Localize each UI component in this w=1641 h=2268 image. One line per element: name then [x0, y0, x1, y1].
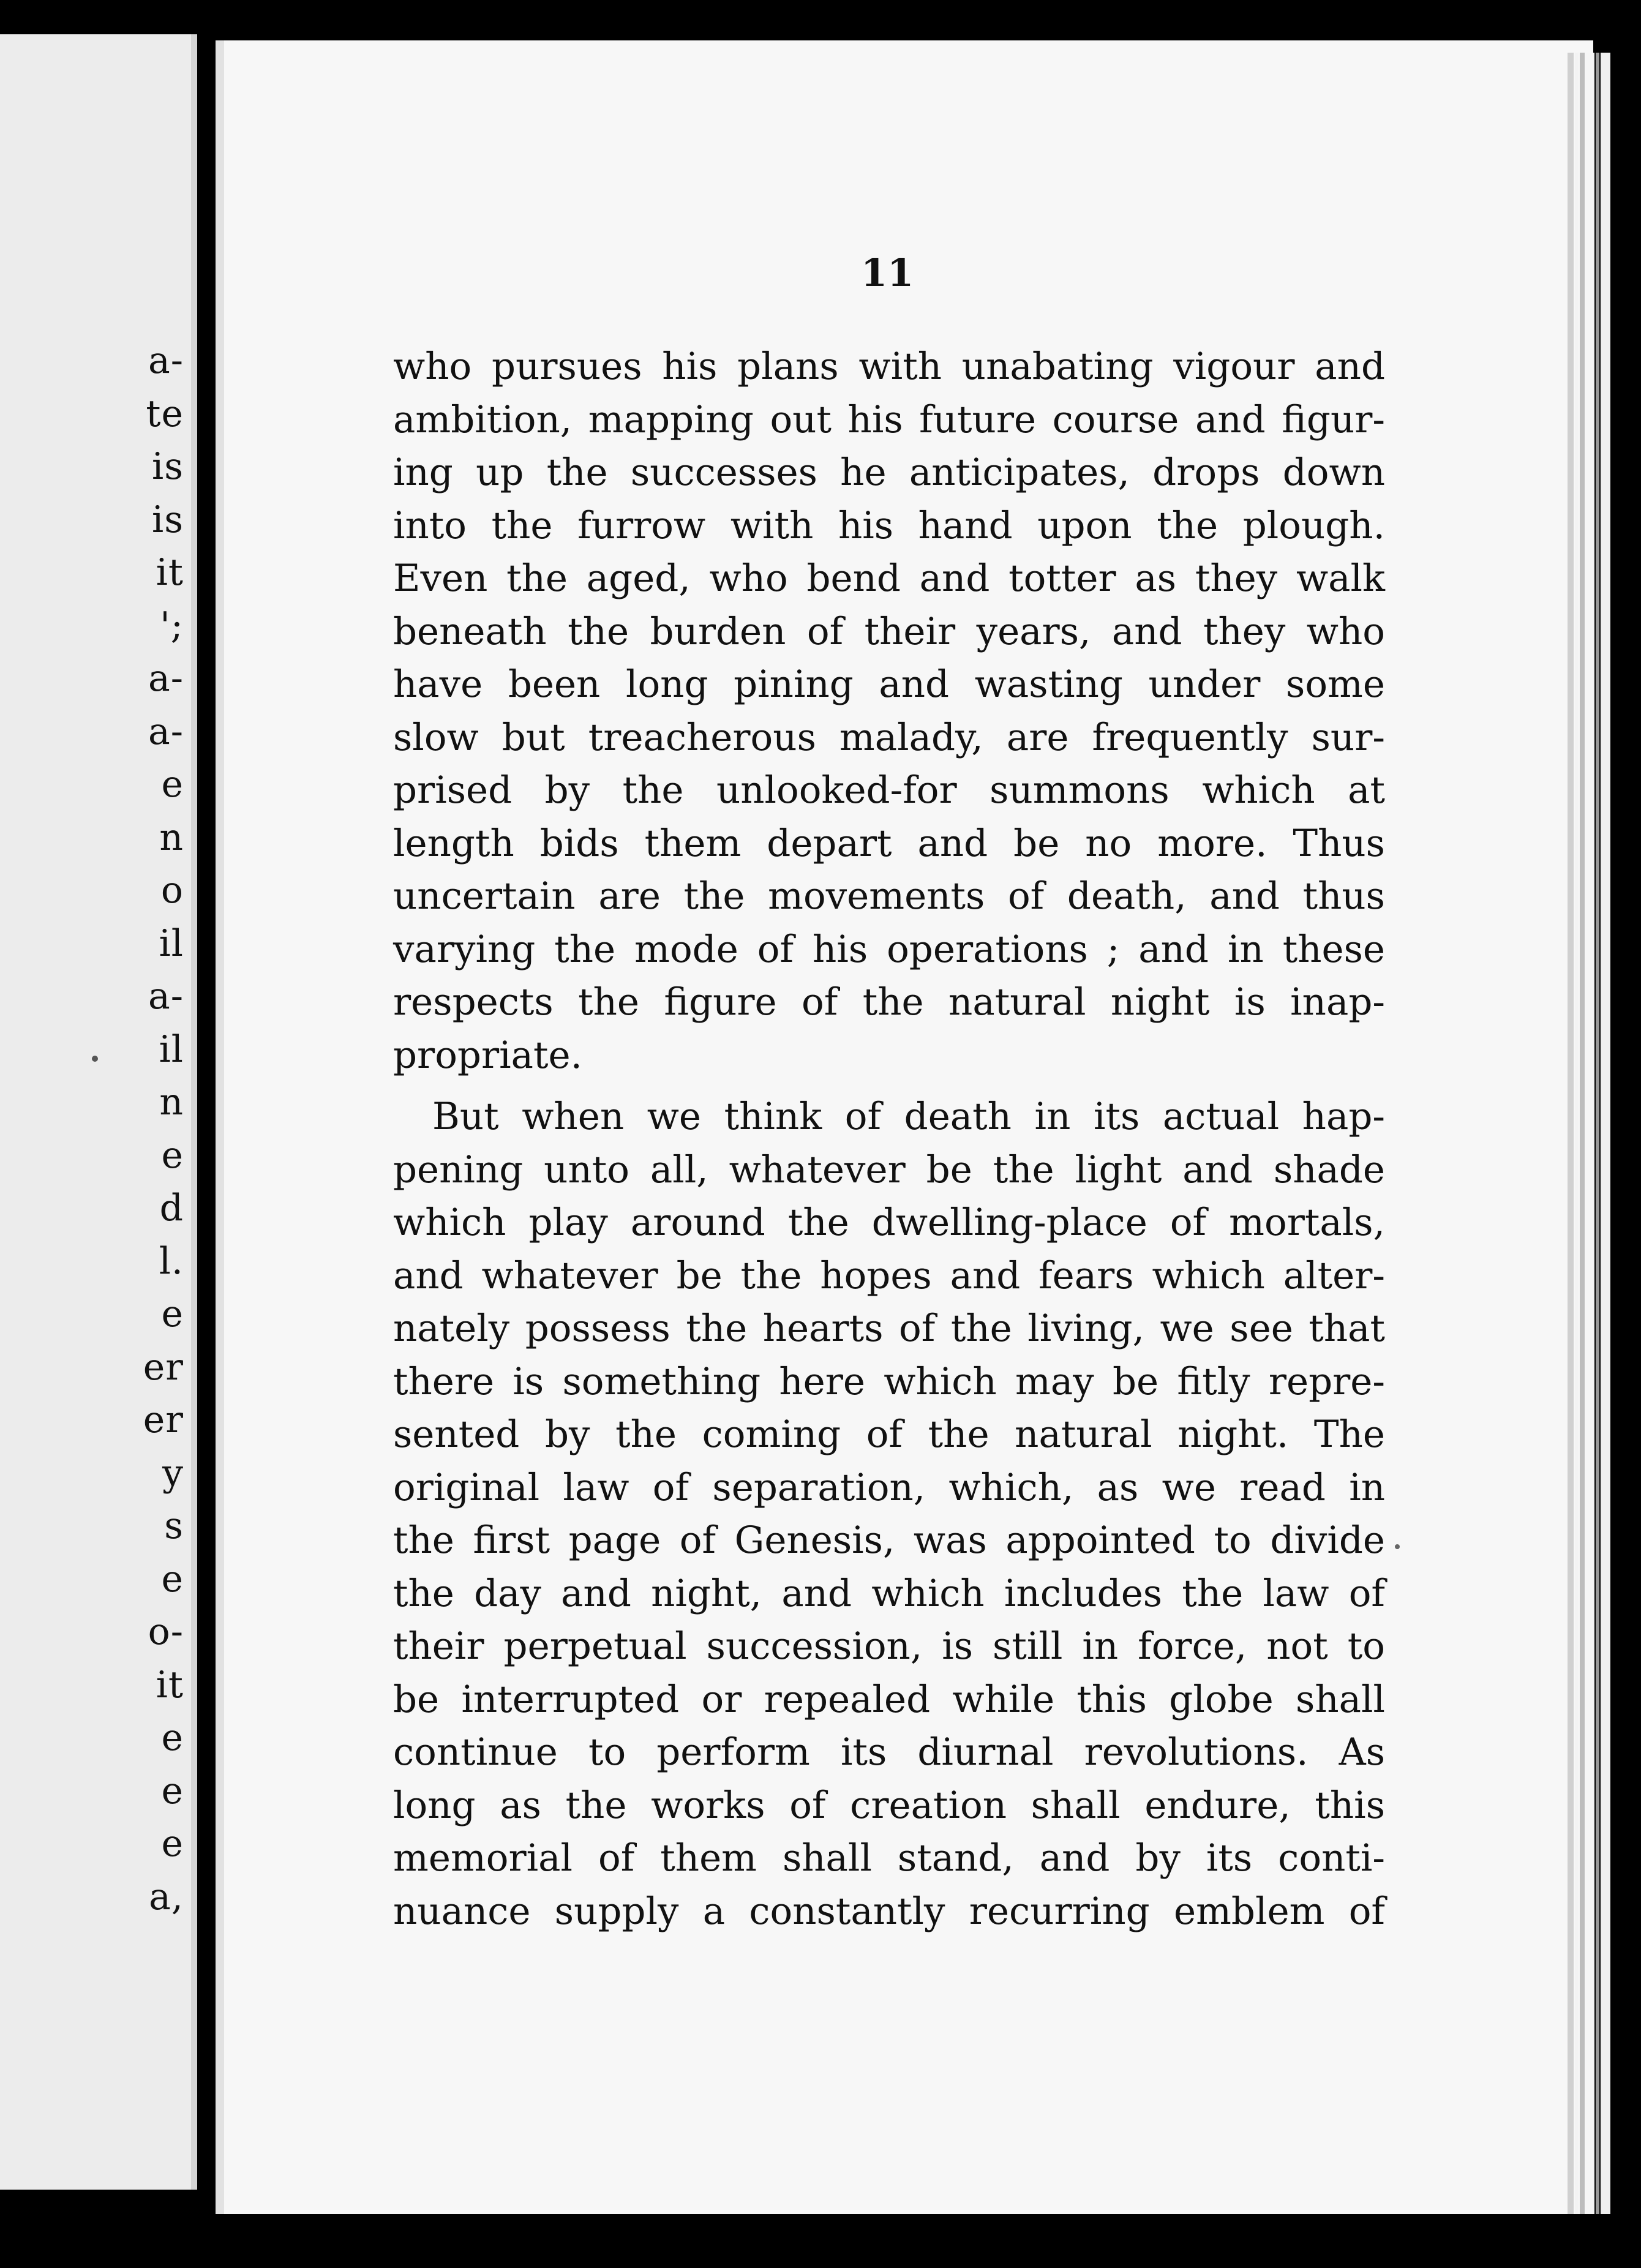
left-fragment: it — [156, 1663, 184, 1707]
left-fragment: o- — [148, 1610, 184, 1653]
text-line: nuance supply a constantly recurring emblem of — [393, 1889, 1385, 1933]
text-line: pening unto all, whatever be the light and shade — [393, 1147, 1385, 1192]
left-fragment: it — [156, 551, 184, 594]
text-line: sented by the coming of the natural night. The — [393, 1413, 1385, 1456]
left-fragment: e — [161, 1716, 184, 1759]
left-page-line-fragments — [0, 334, 184, 1923]
left-fragment: o — [160, 869, 184, 912]
text-line: length bids them depart and be no more. Thus — [393, 821, 1385, 865]
page-edge-strip — [1586, 53, 1594, 2214]
page-edge-strip — [1568, 53, 1574, 2214]
left-fragment: il — [159, 1027, 184, 1071]
text-line: which play around the dwelling-place of mortals, — [393, 1201, 1385, 1244]
left-fragment: is — [152, 445, 184, 488]
left-fragment: n — [159, 816, 184, 859]
left-fragment: y — [162, 1451, 184, 1495]
page-edge-strip — [1596, 53, 1599, 2214]
left-fragment: d — [159, 1187, 184, 1230]
text-line: respects the figure of the natural night is inap- — [393, 980, 1385, 1024]
paragraph-gap — [393, 1082, 1385, 1091]
left-page-fragment — [0, 34, 197, 2190]
page-body-text — [393, 340, 1385, 1957]
text-line: have been long pining and wasting under some — [393, 663, 1385, 706]
text-line: varying the mode of his operations ; and in these — [393, 927, 1385, 971]
text-line: ing up the successes he anticipates, drops down — [393, 451, 1385, 494]
left-fragment: er — [143, 1399, 184, 1441]
page-edge-strip — [1580, 53, 1585, 2214]
left-fragment: is — [152, 498, 184, 541]
text-line: uncertain are the movements of death, and thus — [393, 874, 1385, 918]
ink-speck — [1395, 1544, 1400, 1549]
text-line: their perpetual succession, is still in force, not to — [393, 1624, 1385, 1668]
left-fragment: e — [161, 1293, 184, 1335]
text-line: the day and night, and which includes the law of — [393, 1571, 1385, 1615]
page-block-edges — [1568, 53, 1610, 2214]
ink-speck — [92, 1056, 98, 1062]
text-line: who pursues his plans with unabating vigour and — [393, 345, 1385, 388]
page-gutter-shadow — [216, 40, 224, 2214]
paragraph — [393, 1091, 1385, 1938]
left-fragment: l. — [159, 1239, 184, 1283]
left-fragment: s — [164, 1504, 184, 1547]
left-fragment: a- — [148, 657, 184, 700]
text-line: nately possess the hearts of the living, we see that — [393, 1307, 1385, 1350]
left-fragment: te — [146, 392, 184, 435]
text-line: the first page of Genesis, was appointed to divide — [393, 1519, 1385, 1562]
left-fragment: il — [159, 922, 184, 965]
text-line: into the furrow with his hand upon the plough. — [393, 503, 1385, 547]
left-page-gutter — [191, 34, 197, 2190]
left-fragment: '; — [160, 604, 184, 647]
page-number: 11 — [861, 250, 914, 295]
text-line: Even the aged, who bend and totter as they walk — [393, 557, 1385, 600]
left-fragment: n — [159, 1081, 184, 1124]
text-line: and whatever be the hopes and fears which alter- — [393, 1253, 1385, 1297]
text-line: original law of separation, which, as we read in — [393, 1465, 1385, 1509]
text-line: prised by the unlooked-for summons which at — [393, 768, 1385, 812]
page-edge-strip — [1575, 53, 1579, 2214]
text-line: there is something here which may be fitly repre- — [393, 1359, 1385, 1403]
text-line: beneath the burden of their years, and they who — [393, 609, 1385, 653]
left-fragment: er — [143, 1345, 184, 1389]
left-fragment: e — [161, 1822, 184, 1865]
left-fragment: e — [161, 1769, 184, 1812]
text-line: memorial of them shall stand, and by its conti- — [393, 1836, 1385, 1880]
left-fragment: a- — [148, 975, 184, 1018]
page-edge-strip — [1601, 53, 1610, 2214]
left-fragment: a- — [148, 339, 184, 382]
left-fragment: a, — [149, 1875, 184, 1918]
paragraph — [393, 340, 1385, 1082]
text-line: But when we think of death in its actual hap- — [432, 1095, 1385, 1138]
left-fragment: a- — [148, 710, 184, 753]
left-fragment: e — [161, 1133, 184, 1177]
text-line: ambition, mapping out his future course and figur- — [393, 397, 1385, 441]
left-fragment: e — [161, 1557, 184, 1601]
text-line: long as the works of creation shall endure, this — [393, 1783, 1385, 1827]
text-line: slow but treacherous malady, are frequently sur- — [393, 715, 1385, 759]
left-fragment: e — [161, 763, 184, 806]
text-line: propriate. — [393, 1033, 583, 1077]
text-line: continue to perform its diurnal revolutions. As — [393, 1730, 1385, 1774]
text-line: be interrupted or repealed while this globe shall — [393, 1677, 1385, 1721]
